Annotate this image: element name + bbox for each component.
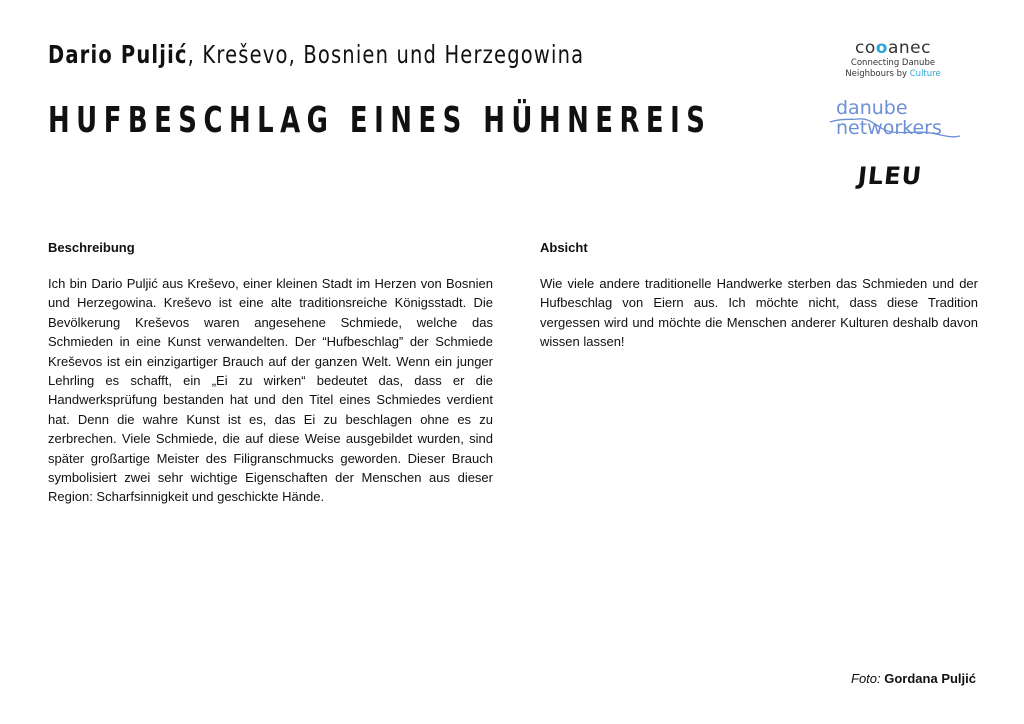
danube-word: danube: [836, 97, 908, 119]
author-location: , Kreševo, Bosnien und Herzegowina: [187, 40, 585, 69]
photo-credit-name: Gordana Puljić: [884, 671, 976, 686]
description-text: Ich bin Dario Puljić aus Kreševo, einer kleinen Stadt im Herzen von Bosnien und Herzegowina. Kreševo ist eine alte traditionsreiche Königsstadt. Die Bevölkerung Kreševos waren angesehene Schmiede, welche das Schmieden in eine Kunst verwandelten. Der “Hufbeschlag” der Schmiede Kreševos ist ein einzigartiger Brauch auf der ganzen Welt. Wenn ein junger Lehrling es schafft, ein „Ei zu wirken“ bedeutet das, dass er die Handwerksprüfung bestanden hat und den Titel eines Schmiedes verdient hat. Denn die wahre Kunst ist es, das Ei zu beschlagen ohne es zu zerbrechen. Viele Schmiede, die auf diese Weise ausgebildet wurden, sind später großartige Meister des Filigranschmucks geworden. Dieser Brauch symbolisiert zwei sehr wichtige Eigenschaften der Menschen aus dieser Region: Scharfsinnigkeit und geschickte Hände.: [48, 276, 493, 505]
cooanec-tagline-1: Connecting Danube: [850, 58, 936, 68]
page-title: HUFBESCHLAG EINES HÜHNEREIS: [48, 100, 712, 141]
cooanec-wordmark: cooanec: [855, 38, 931, 58]
intention-heading: Absicht: [540, 240, 588, 255]
networkers-word: networkers: [836, 117, 942, 139]
cooanec-tagline-2: Neighbours by Culture: [845, 69, 941, 79]
description-heading: Beschreibung: [48, 240, 135, 255]
cooanec-logo: [843, 38, 943, 80]
description-section: [48, 240, 493, 507]
author-line: [48, 40, 584, 69]
jleu-logo: JLEU: [856, 162, 924, 190]
intention-section: [540, 240, 978, 352]
danube-networkers-logo: [828, 98, 958, 144]
photo-credit: [851, 671, 976, 686]
photo-credit-label: Foto:: [851, 671, 881, 686]
intention-text: Wie viele andere traditionelle Handwerke sterben das Schmieden und der Hufbeschlag von Eiern aus. Ich möchte nicht, dass diese Tradition vergessen wird und möchte die Menschen anderer Kulturen deshalb davon wissen lassen!: [540, 276, 978, 350]
author-name: Dario Puljić: [48, 40, 188, 69]
